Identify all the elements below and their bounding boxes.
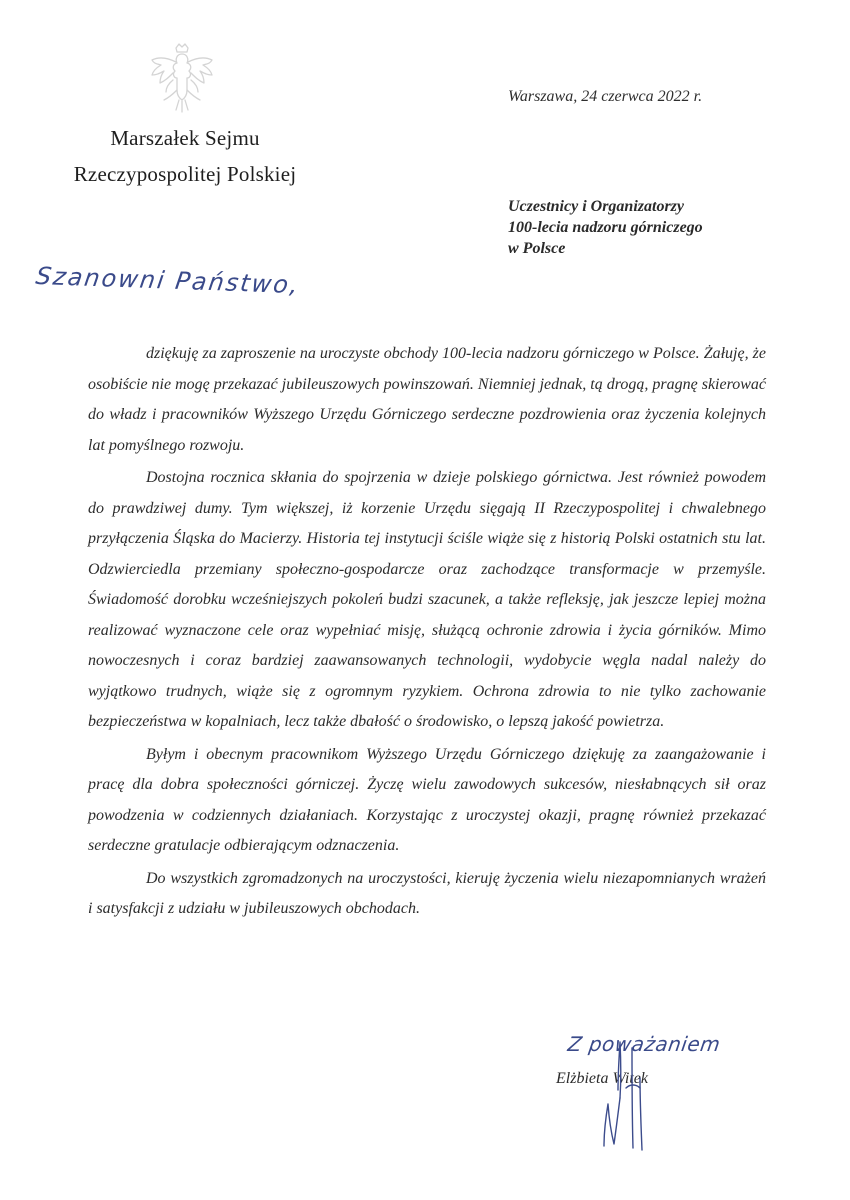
office-title-line1: Marszałek Sejmu (110, 126, 260, 150)
handwritten-signature-icon (596, 1018, 686, 1158)
recipient-line1: Uczestnicy i Organizatorzy (508, 198, 684, 215)
office-title-line2: Rzeczypospolitej Polskiej (73, 162, 297, 186)
body-paragraph-2: Dostojna rocznica skłania do spojrzenia w dzieje polskiego górnictwa. Jest również powodem do prawdziwej dumy. Tym większej, iż korzenie Urzędu sięgają II Rzeczypospolitej i chwalebnego przyłączenia Śląska do Macierzy. Historia tej instytucji ściśle wiąże się z historią Polski ostatnich stu lat. Odzwierciedla przemiany społeczno-gospodarcze oraz zachodzące transformacje w przemyśle. Świadomość dorobku wcześniejszych pokoleń budzi szacunek, a także refleksję, jak jeszcze lepiej można realizować wyznaczone cele oraz wypełniać misję, służącą ochronie zdrowia i życia górników. Mimo nowoczesnych i coraz bardziej zaawansowanych technologii, wydobycie węgla nadal należy do wyjątkowo trudnych, wiąże się z ogromnym ryzykiem. Ochrona zdrowia to nie tylko zachowanie bezpieczeństwa w kopalniach, lecz także dbałość o środowisko, o lepszą jakość powietrza. (88, 469, 766, 730)
letter-body (88, 339, 766, 925)
polish-eagle-emblem-icon (146, 40, 218, 116)
recipient-line3: w Polsce (508, 240, 566, 257)
signer-name: Elżbieta Witek (556, 1070, 648, 1087)
letter-date: Warszawa, 24 czerwca 2022 r. (508, 88, 703, 105)
body-paragraph-3: Byłym i obecnym pracownikom Wyższego Urzędu Górniczego dziękuję za zaangażowanie i pracę dla dobra społeczności górniczej. Życzę wielu zawodowych sukcesów, niesłabnących sił oraz powodzenia w codziennych działaniach. Korzystając z uroczystej okazji, pragnę również przekazać serdeczne gratulacje odbierającym odznaczenia. (88, 745, 766, 854)
office-title (40, 120, 330, 192)
handwritten-salutation: Szanowni Państwo, (34, 262, 302, 300)
recipient-line2: 100-lecia nadzoru górniczego (508, 219, 703, 236)
body-paragraph-1: dziękuję za zaproszenie na uroczyste obchody 100-lecia nadzoru górniczego w Polsce. Żałuję, że osobiście nie mogę przekazać jubileuszowych powinszowań. Niemniej jednak, tą drogą, pragnę skierować do władz i pracowników Wyższego Urzędu Górniczego serdeczne pozdrowienia oraz życzenia kolejnych lat pomyślnego rozwoju. (88, 345, 766, 454)
recipient-block (508, 196, 703, 259)
handwritten-closing: Z poważaniem (566, 1032, 723, 1056)
body-paragraph-4: Do wszystkich zgromadzonych na uroczystości, kieruję życzenia wielu niezapomnianych wrażeń i satysfakcji z udziału w jubileuszowych obchodach. (88, 869, 766, 917)
